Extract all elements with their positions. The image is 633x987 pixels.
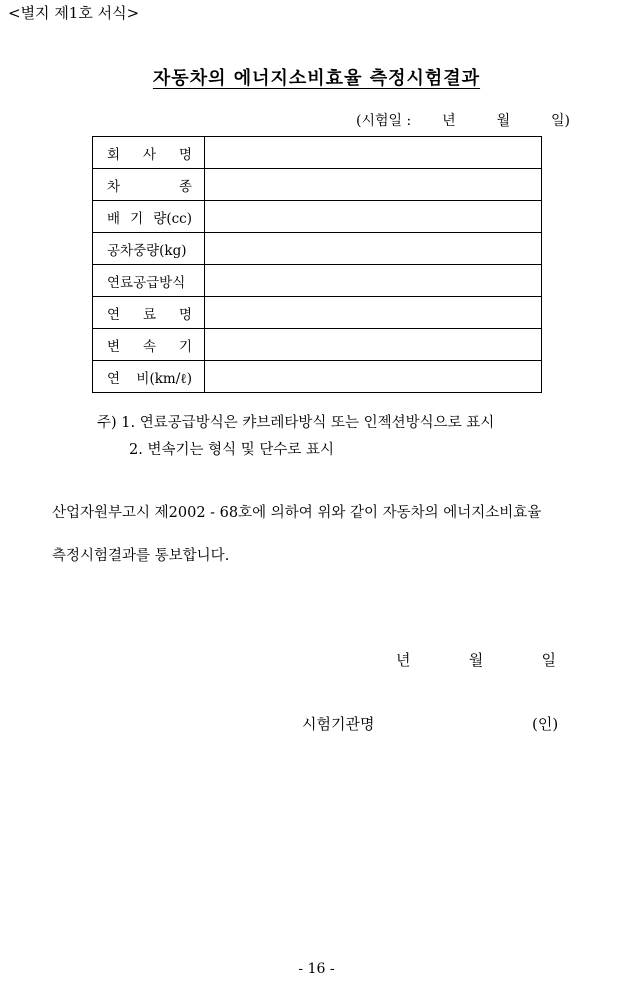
row-label-char: 기 — [130, 210, 144, 227]
row-label-char: 료 — [142, 306, 157, 323]
row-label-char: 회 — [107, 146, 121, 163]
row-label — [93, 169, 205, 201]
document-title: 자동차의 에너지소비효율 측정시험결과 — [152, 68, 481, 89]
row-value — [205, 329, 542, 361]
signature-year: 년 — [396, 651, 411, 669]
table-row — [93, 361, 542, 393]
test-date-day: 일) — [551, 113, 570, 129]
testing-organization-label: 시험기관명 — [302, 715, 375, 733]
test-date — [356, 110, 570, 130]
row-label-char: 기 — [178, 338, 192, 355]
test-date-month: 월 — [496, 113, 511, 129]
notes — [97, 410, 494, 464]
row-label-char: 량(cc) — [153, 210, 192, 227]
form-label: <별지 제1호 서식> — [8, 4, 140, 22]
row-label-char: 차 — [107, 178, 121, 195]
body-text-line-2: 측정시험결과를 통보합니다. — [52, 548, 230, 564]
table-row — [93, 201, 542, 233]
row-label-char: 연 — [107, 306, 121, 323]
test-date-open: ( — [356, 113, 362, 129]
row-label — [93, 201, 205, 233]
row-label-char: 속 — [142, 338, 157, 355]
table-row — [93, 169, 542, 201]
row-label-char: 종 — [178, 178, 192, 195]
row-label-char: 명 — [178, 146, 192, 163]
table-row — [93, 297, 542, 329]
row-label-char: 비(km/ℓ) — [136, 370, 192, 387]
row-value — [205, 201, 542, 233]
note-2: 2. 변속기는 형식 및 단수로 표시 — [129, 442, 334, 458]
row-value — [205, 361, 542, 393]
table-row — [93, 329, 542, 361]
row-label-char: 명 — [178, 306, 192, 323]
row-label-char: 배 — [107, 210, 121, 227]
row-label — [93, 297, 205, 329]
test-info-table — [92, 136, 542, 393]
test-date-year: 년 — [442, 113, 456, 129]
seal-mark: (인) — [532, 715, 559, 733]
row-label — [93, 329, 205, 361]
row-label — [93, 265, 205, 297]
note-1: 주) 1. 연료공급방식은 캬브레타방식 또는 인젝션방식으로 표시 — [97, 415, 495, 431]
body-text-line-1: 산업자원부고시 제2002 - 68호에 의하여 위와 같이 자동차의 에너지소비효율 — [52, 505, 542, 521]
signature-month: 월 — [468, 651, 484, 669]
row-label-char: 사 — [142, 146, 157, 163]
row-value — [205, 169, 542, 201]
table-row — [93, 265, 542, 297]
row-value — [205, 233, 542, 265]
page-number: - 16 - — [298, 961, 335, 977]
row-label — [93, 137, 205, 169]
signature-date — [396, 649, 556, 670]
table-row — [93, 137, 542, 169]
row-label-char: 공차중량(kg) — [107, 242, 187, 259]
row-label-char: 연 — [107, 370, 121, 387]
row-label-char: 변 — [107, 338, 121, 355]
row-label — [93, 233, 205, 265]
signature-day: 일 — [541, 651, 556, 669]
row-label — [93, 361, 205, 393]
row-value — [205, 137, 542, 169]
row-label-char: 연료공급방식 — [107, 274, 186, 291]
table-row — [93, 233, 542, 265]
row-value — [205, 297, 542, 329]
test-date-label: 시험일 : — [361, 113, 412, 129]
row-value — [205, 265, 542, 297]
